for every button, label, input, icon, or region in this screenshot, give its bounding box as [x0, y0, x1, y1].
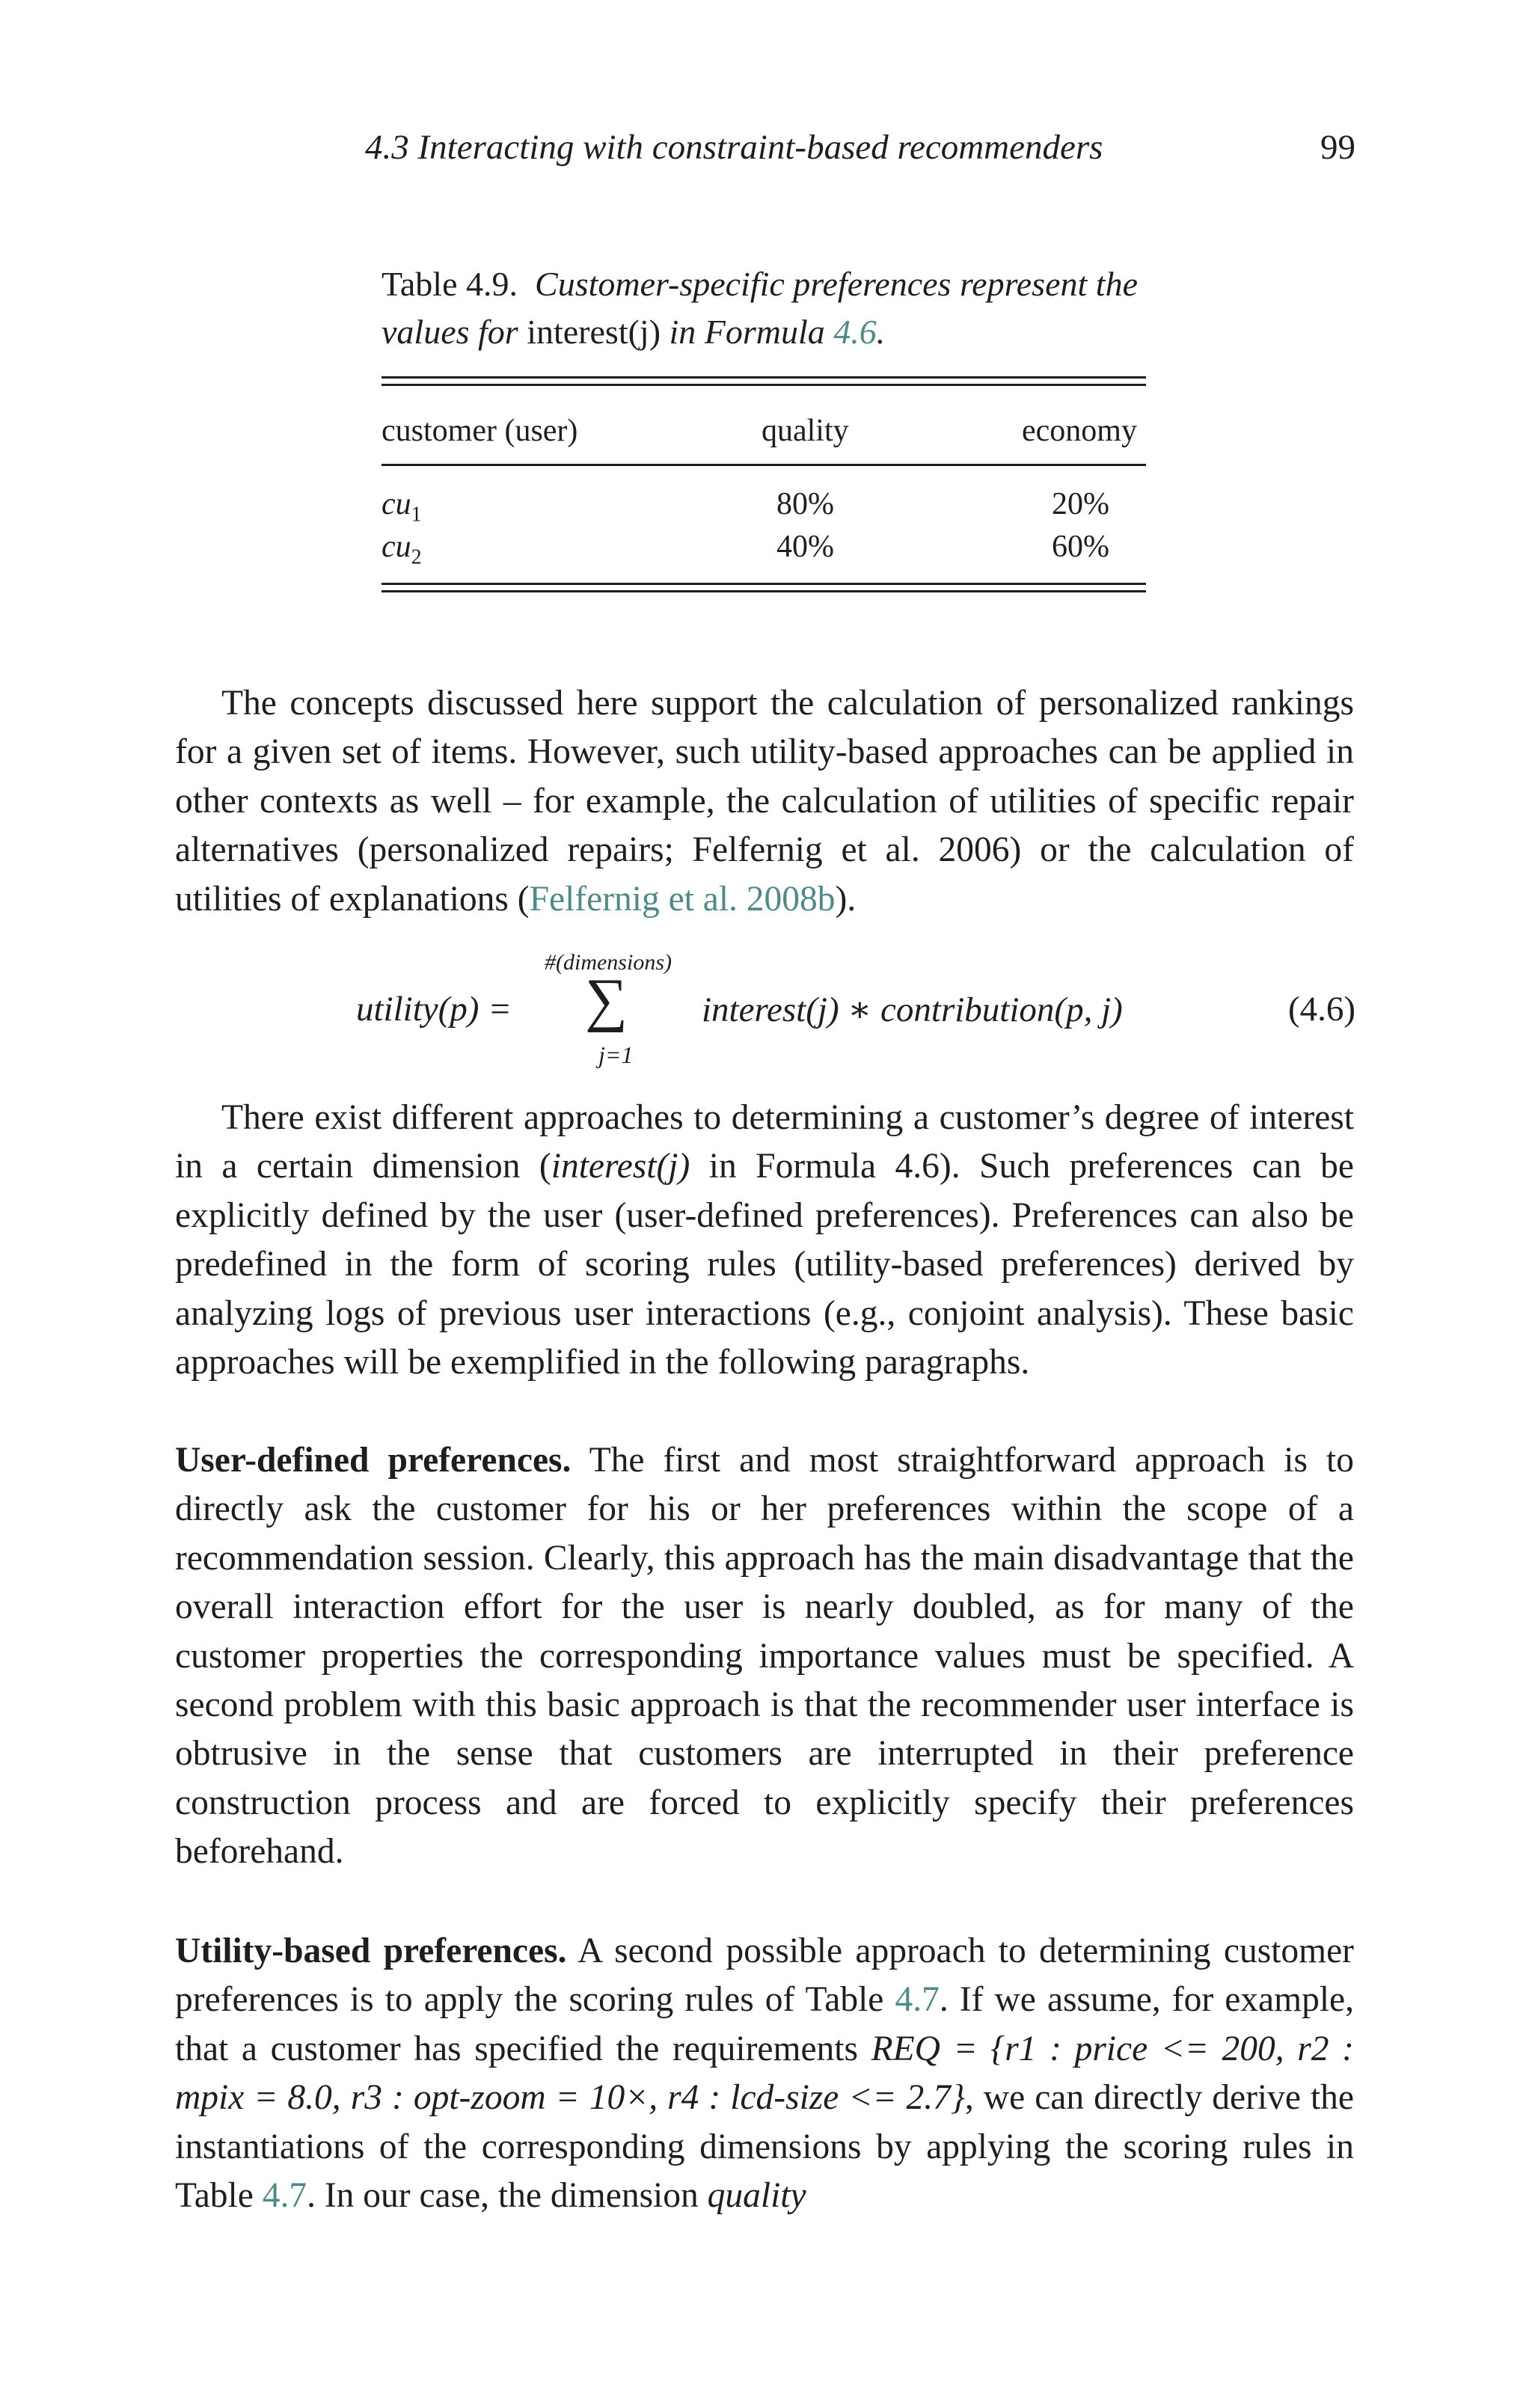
table-top-rule: [382, 376, 1146, 379]
caption-period: .: [876, 313, 886, 351]
caption-text: Customer-specific preferences represent the values for: [382, 265, 1138, 351]
table-row-1-quality: 80%: [776, 487, 834, 521]
sum-upper-limit: #(dimensions): [545, 950, 672, 975]
paragraph-text-continued: . If we assume, for example, that a customer has specified the requirements: [175, 1980, 1354, 2068]
section-heading: User-defined preferences.: [175, 1441, 572, 1480]
sum-symbol: ∑: [585, 967, 628, 1033]
paragraph-text: A second possible approach to determining customer preferences is to apply the scoring rules of Table: [175, 1931, 1354, 2020]
paragraph-user-defined-preferences: [175, 1436, 1354, 1877]
table-row-2-economy: 60%: [1052, 530, 1109, 564]
customer-name: cu: [382, 530, 411, 564]
customer-subscript: 2: [411, 545, 422, 569]
paragraph-text-continued: , we can directly derive the instantiations of the corresponding dimensions by applying the scoring rules in Table: [175, 2078, 1354, 2216]
section-heading: Utility-based preferences.: [175, 1931, 567, 1970]
table-row-1-customer: [382, 486, 422, 527]
table-caption: [382, 260, 1159, 356]
table-bottom-rule: [382, 583, 1146, 585]
paragraph-text-continued: . In our case, the dimension: [307, 2176, 708, 2216]
table-bottom-rule-double: [382, 590, 1146, 592]
table-reference-link[interactable]: 4.7: [895, 1980, 940, 2020]
paragraph-personalized-rankings: [175, 679, 1354, 924]
formula-number: (4.6): [1287, 990, 1355, 1029]
paragraph-italic: interest(j): [551, 1147, 690, 1186]
paragraph-utility-based-preferences: [175, 1927, 1354, 2220]
paragraph-italic: quality: [707, 2176, 806, 2216]
formula-reference-link[interactable]: 4.6: [833, 313, 877, 351]
requirements-expression: REQ = {r1 : price <= 200, r2 : mpix = 8.0, r3 : opt-zoom = 10×, r4 : lcd-size <= 2.7}: [175, 2029, 1354, 2118]
table-row-2-customer: [382, 529, 422, 569]
caption-interest: interest(j): [527, 313, 661, 351]
page-number: 99: [1320, 128, 1355, 167]
formula-lhs: utility(p) =: [356, 990, 512, 1029]
customer-subscript: 1: [411, 503, 422, 527]
paragraph-text: There exist different approaches to determining a customer’s degree of interest in a certain dimension (: [175, 1098, 1354, 1186]
paragraph-text: The first and most straightforward approach is to directly ask the customer for his or her preferences within the scope of a recommendation session. Clearly, this approach has the main disadvantage that the overall interaction effort for the user is nearly doubled, as for many of the customer properties the corresponding importance values must be specified. A second problem with this basic approach is that the recommender user interface is obtrusive in the sense that customers are interrupted in their preference construction process and are forced to explicitly specify their preferences beforehand.: [175, 1441, 1354, 1872]
customer-name: cu: [382, 487, 411, 521]
paragraph-end: ).: [835, 879, 857, 919]
paragraph-approaches: [175, 1094, 1354, 1387]
formula-rhs: interest(j) ∗ contribution(p, j): [702, 990, 1123, 1029]
caption-formula: in Formula: [669, 313, 825, 351]
table-row-1-economy: 20%: [1052, 487, 1109, 521]
running-title: 4.3 Interacting with constraint-based recommenders: [365, 128, 1103, 167]
column-header-customer: customer (user): [382, 414, 578, 448]
paragraph-text: The concepts discussed here support the calculation of personalized rankings for a given set of items. However, such utility-based approaches can be applied in other contexts as well – for example, the calculation of utilities of specific repair alternatives (personalized repairs; Felfernig et al. 2006) or the calculation of utilities of explanations (: [175, 684, 1354, 919]
table-header-rule: [382, 464, 1146, 466]
table-top-rule-double: [382, 384, 1146, 386]
column-header-quality: quality: [762, 414, 849, 448]
table-label: Table 4.9.: [382, 265, 518, 303]
citation-link[interactable]: Felfernig et al. 2008b: [529, 879, 836, 919]
paragraph-text-continued: in Formula 4.6). Such preferences can be explicitly defined by the user (user-defined preferences). Preferences can also be predefined in the form of scoring rules (utility-based preferences) derived by analyzing logs of previous user interactions (e.g., conjoint analysis). These basic approaches will be exemplified in the following paragraphs.: [175, 1147, 1355, 1382]
sum-lower-limit: j=1: [598, 1041, 634, 1068]
table-row-2-quality: 40%: [776, 530, 834, 564]
table-reference-link[interactable]: 4.7: [262, 2176, 307, 2216]
column-header-economy: economy: [1022, 414, 1137, 448]
